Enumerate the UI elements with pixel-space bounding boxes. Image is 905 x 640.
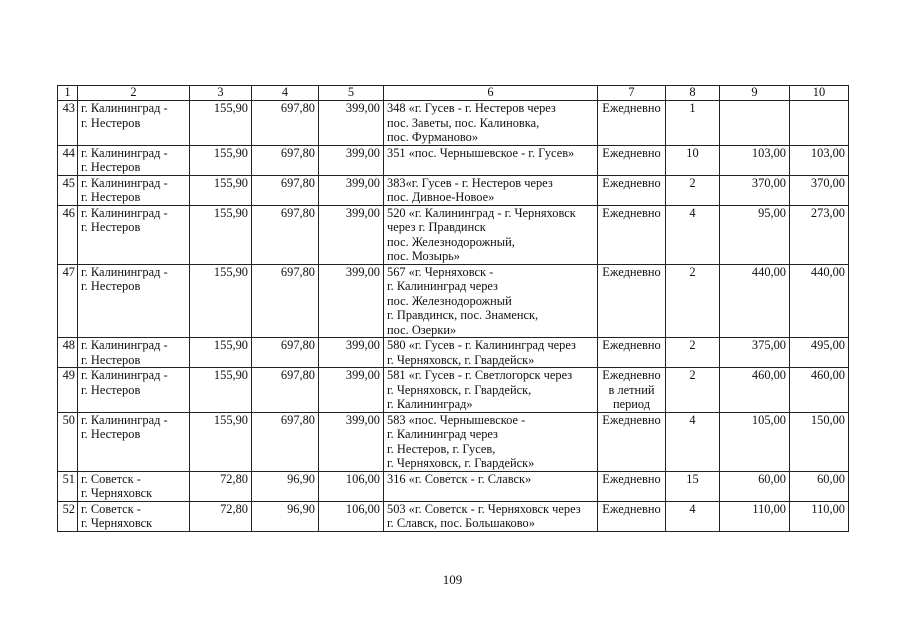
route-cell: г. Калининград - г. Нестеров bbox=[78, 205, 190, 264]
fare-cell: 155,90 bbox=[190, 338, 252, 368]
fare-cell: 155,90 bbox=[190, 175, 252, 205]
count-cell: 2 bbox=[666, 368, 720, 413]
count-cell: 10 bbox=[666, 145, 720, 175]
fare-cell: 399,00 bbox=[319, 101, 384, 146]
price-cell: 370,00 bbox=[720, 175, 790, 205]
fare-cell: 155,90 bbox=[190, 368, 252, 413]
count-cell: 2 bbox=[666, 175, 720, 205]
count-cell: 4 bbox=[666, 205, 720, 264]
schedule-cell: Ежедневно bbox=[598, 264, 666, 338]
fare-cell: 106,00 bbox=[319, 471, 384, 501]
fare-cell: 155,90 bbox=[190, 205, 252, 264]
route-description: 383«г. Гусев - г. Нестеров через пос. Дивное-Новое» bbox=[384, 175, 598, 205]
fare-cell: 399,00 bbox=[319, 338, 384, 368]
price-cell: 110,00 bbox=[790, 501, 849, 531]
route-description: 581 «г. Гусев - г. Светлогорск через г. Черняховск, г. Гвардейск, г. Калининград» bbox=[384, 368, 598, 413]
table-row bbox=[58, 264, 849, 338]
fare-cell: 96,90 bbox=[252, 471, 319, 501]
table-row bbox=[58, 338, 849, 368]
fare-cell: 697,80 bbox=[252, 264, 319, 338]
price-cell: 60,00 bbox=[790, 471, 849, 501]
col-header: 8 bbox=[666, 86, 720, 101]
fares-table bbox=[57, 85, 849, 532]
col-header: 5 bbox=[319, 86, 384, 101]
fare-cell: 72,80 bbox=[190, 471, 252, 501]
row-number: 43 bbox=[58, 101, 78, 146]
price-cell: 495,00 bbox=[790, 338, 849, 368]
route-cell: г. Калининград - г. Нестеров bbox=[78, 338, 190, 368]
fare-cell: 96,90 bbox=[252, 501, 319, 531]
fare-cell: 155,90 bbox=[190, 412, 252, 471]
route-cell: г. Советск - г. Черняховск bbox=[78, 471, 190, 501]
count-cell: 2 bbox=[666, 338, 720, 368]
fare-cell: 399,00 bbox=[319, 412, 384, 471]
fare-cell: 155,90 bbox=[190, 145, 252, 175]
price-cell bbox=[720, 101, 790, 146]
row-number: 46 bbox=[58, 205, 78, 264]
fare-cell: 399,00 bbox=[319, 368, 384, 413]
row-number: 51 bbox=[58, 471, 78, 501]
row-number: 49 bbox=[58, 368, 78, 413]
schedule-cell: Ежедневно bbox=[598, 471, 666, 501]
route-description: 348 «г. Гусев - г. Нестеров через пос. Заветы, пос. Калиновка, пос. Фурманово» bbox=[384, 101, 598, 146]
route-description: 520 «г. Калининград - г. Черняховск через г. Правдинск пос. Железнодорожный, пос. Мозырь» bbox=[384, 205, 598, 264]
route-description: 503 «г. Советск - г. Черняховск через г. Славск, пос. Большаково» bbox=[384, 501, 598, 531]
route-cell: г. Калининград - г. Нестеров bbox=[78, 101, 190, 146]
table-row bbox=[58, 501, 849, 531]
fare-cell: 399,00 bbox=[319, 264, 384, 338]
route-cell: г. Калининград - г. Нестеров bbox=[78, 412, 190, 471]
price-cell: 273,00 bbox=[790, 205, 849, 264]
fare-cell: 399,00 bbox=[319, 145, 384, 175]
price-cell: 103,00 bbox=[790, 145, 849, 175]
route-cell: г. Калининград - г. Нестеров bbox=[78, 145, 190, 175]
price-cell: 105,00 bbox=[720, 412, 790, 471]
table-row bbox=[58, 368, 849, 413]
fare-cell: 399,00 bbox=[319, 205, 384, 264]
price-cell bbox=[790, 101, 849, 146]
row-number: 50 bbox=[58, 412, 78, 471]
route-cell: г. Советск - г. Черняховск bbox=[78, 501, 190, 531]
fare-cell: 72,80 bbox=[190, 501, 252, 531]
price-cell: 370,00 bbox=[790, 175, 849, 205]
col-header: 7 bbox=[598, 86, 666, 101]
fare-cell: 697,80 bbox=[252, 175, 319, 205]
count-cell: 4 bbox=[666, 501, 720, 531]
price-cell: 460,00 bbox=[790, 368, 849, 413]
col-header: 6 bbox=[384, 86, 598, 101]
fare-cell: 697,80 bbox=[252, 338, 319, 368]
schedule-cell: Ежедневно bbox=[598, 338, 666, 368]
schedule-cell: Ежедневно bbox=[598, 412, 666, 471]
header-row bbox=[58, 86, 849, 101]
price-cell: 150,00 bbox=[790, 412, 849, 471]
price-cell: 103,00 bbox=[720, 145, 790, 175]
route-cell: г. Калининград - г. Нестеров bbox=[78, 175, 190, 205]
price-cell: 440,00 bbox=[720, 264, 790, 338]
price-cell: 460,00 bbox=[720, 368, 790, 413]
route-cell: г. Калининград - г. Нестеров bbox=[78, 368, 190, 413]
price-cell: 60,00 bbox=[720, 471, 790, 501]
col-header: 3 bbox=[190, 86, 252, 101]
fare-cell: 697,80 bbox=[252, 101, 319, 146]
fare-cell: 697,80 bbox=[252, 412, 319, 471]
page-number: 109 bbox=[442, 572, 463, 587]
price-cell: 95,00 bbox=[720, 205, 790, 264]
table-row bbox=[58, 412, 849, 471]
schedule-cell: Ежедневно в летний период bbox=[598, 368, 666, 413]
row-number: 48 bbox=[58, 338, 78, 368]
count-cell: 4 bbox=[666, 412, 720, 471]
table-row bbox=[58, 175, 849, 205]
count-cell: 1 bbox=[666, 101, 720, 146]
schedule-cell: Ежедневно bbox=[598, 175, 666, 205]
table-row bbox=[58, 205, 849, 264]
price-cell: 110,00 bbox=[720, 501, 790, 531]
route-description: 567 «г. Черняховск - г. Калининград через пос. Железнодорожный г. Правдинск, пос. Знаменск, пос. Озерки» bbox=[384, 264, 598, 338]
price-cell: 440,00 bbox=[790, 264, 849, 338]
fare-cell: 697,80 bbox=[252, 368, 319, 413]
fare-cell: 155,90 bbox=[190, 264, 252, 338]
col-header: 4 bbox=[252, 86, 319, 101]
row-number: 47 bbox=[58, 264, 78, 338]
col-header: 9 bbox=[720, 86, 790, 101]
col-header: 10 bbox=[790, 86, 849, 101]
count-cell: 2 bbox=[666, 264, 720, 338]
schedule-cell: Ежедневно bbox=[598, 145, 666, 175]
schedule-cell: Ежедневно bbox=[598, 501, 666, 531]
count-cell: 15 bbox=[666, 471, 720, 501]
route-description: 316 «г. Советск - г. Славск» bbox=[384, 471, 598, 501]
schedule-cell: Ежедневно bbox=[598, 101, 666, 146]
schedule-cell: Ежедневно bbox=[598, 205, 666, 264]
fare-cell: 106,00 bbox=[319, 501, 384, 531]
table-row bbox=[58, 145, 849, 175]
col-header: 1 bbox=[58, 86, 78, 101]
table-row bbox=[58, 471, 849, 501]
fare-cell: 155,90 bbox=[190, 101, 252, 146]
route-description: 351 «пос. Чернышевское - г. Гусев» bbox=[384, 145, 598, 175]
table-row bbox=[58, 101, 849, 146]
row-number: 44 bbox=[58, 145, 78, 175]
fare-cell: 697,80 bbox=[252, 145, 319, 175]
route-description: 580 «г. Гусев - г. Калининград через г. Черняховск, г. Гвардейск» bbox=[384, 338, 598, 368]
route-description: 583 «пос. Чернышевское - г. Калининград через г. Нестеров, г. Гусев, г. Черняховск, г. Гвардейск» bbox=[384, 412, 598, 471]
route-cell: г. Калининград - г. Нестеров bbox=[78, 264, 190, 338]
price-cell: 375,00 bbox=[720, 338, 790, 368]
table-body bbox=[58, 86, 849, 532]
col-header: 2 bbox=[78, 86, 190, 101]
row-number: 52 bbox=[58, 501, 78, 531]
row-number: 45 bbox=[58, 175, 78, 205]
fare-cell: 697,80 bbox=[252, 205, 319, 264]
fare-cell: 399,00 bbox=[319, 175, 384, 205]
